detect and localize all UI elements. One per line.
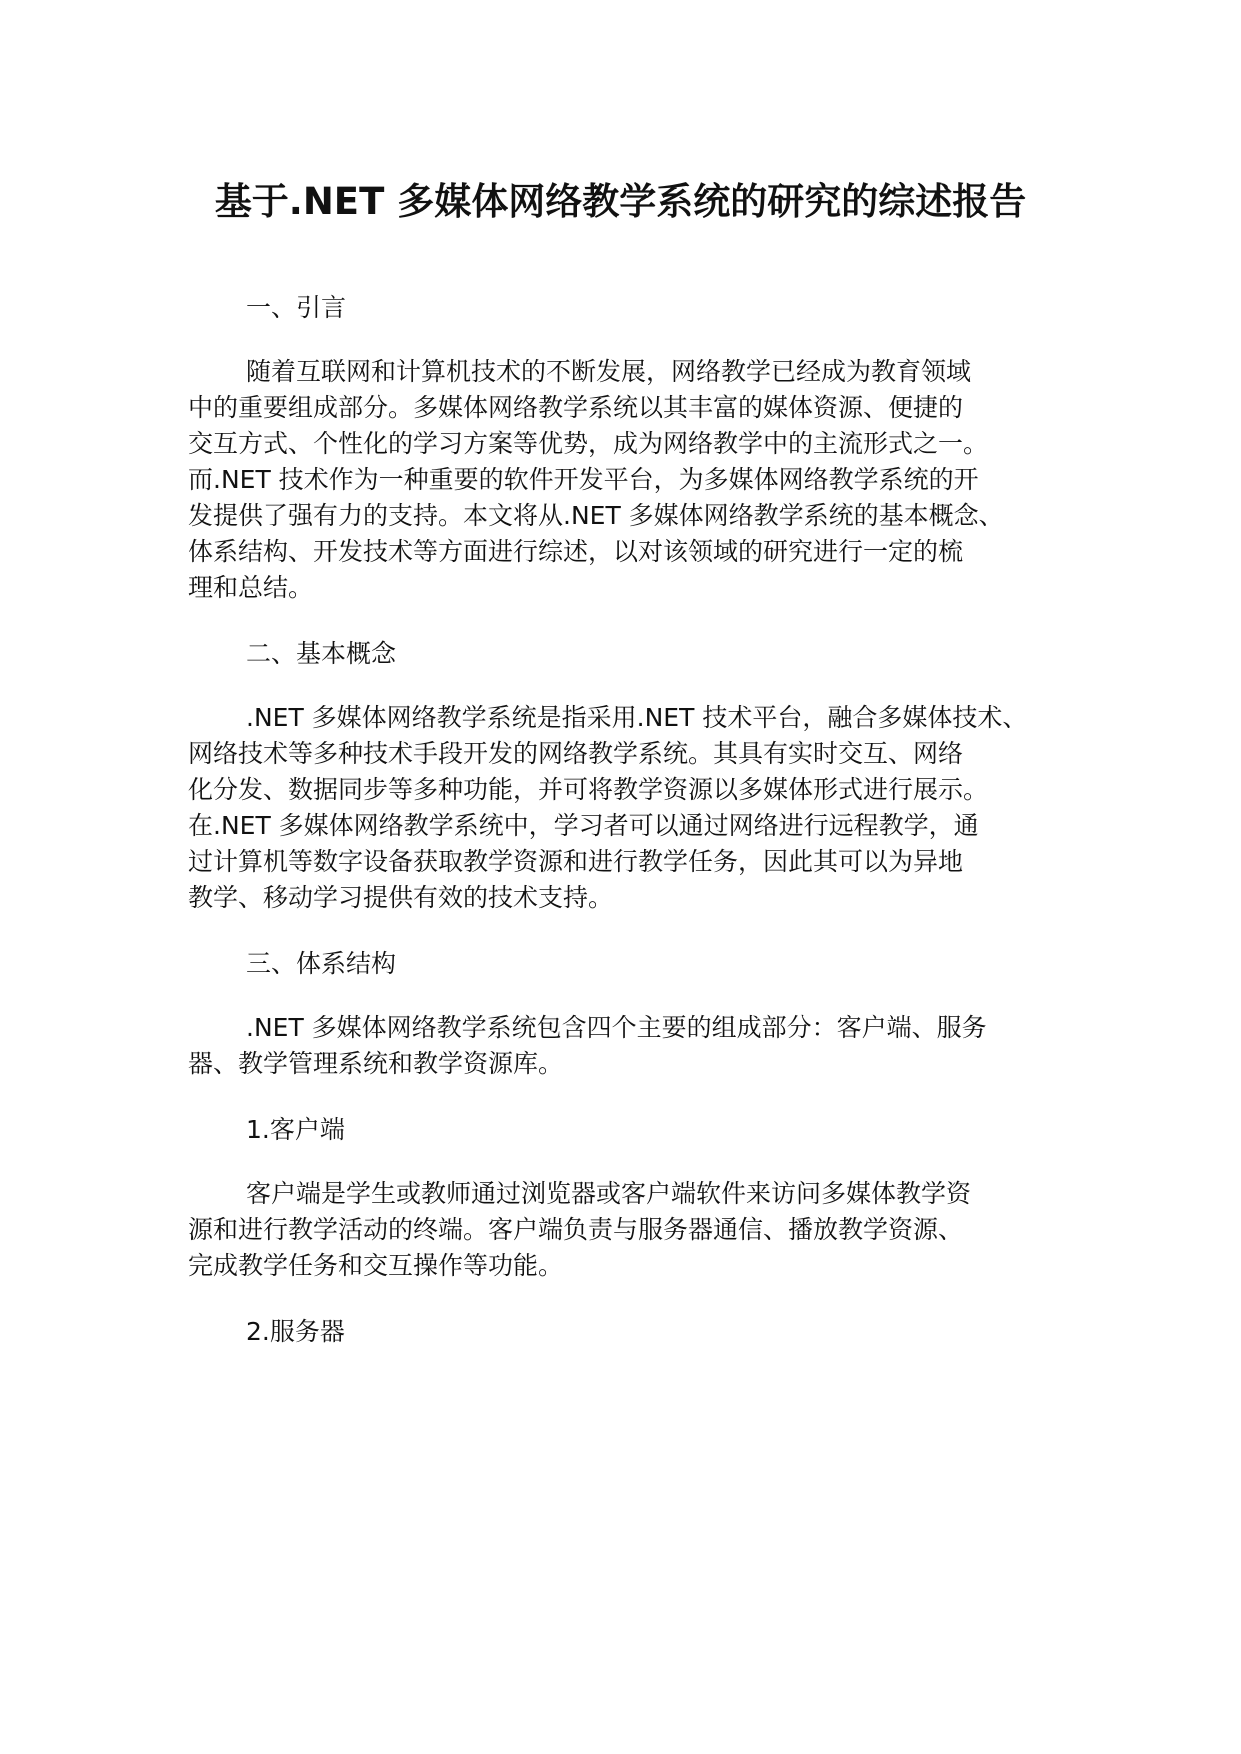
- paragraph-line: 化分发、数据同步等多种功能，并可将教学资源以多媒体形式进行展示。: [188, 775, 989, 804]
- paragraph-line: .NET 多媒体网络教学系统是指采用.NET 技术平台，融合多媒体技术、: [246, 703, 1028, 732]
- paragraph-line: 中的重要组成部分。多媒体网络教学系统以其丰富的媒体资源、便捷的: [188, 393, 964, 422]
- paragraph-line: 教学、移动学习提供有效的技术支持。: [188, 883, 614, 912]
- paragraph-line: 在.NET 多媒体网络教学系统中，学习者可以通过网络进行远程教学，通: [188, 811, 979, 840]
- paragraph-line: 而.NET 技术作为一种重要的软件开发平台，为多媒体网络教学系统的开: [188, 465, 979, 494]
- paragraph-line: 交互方式、个性化的学习方案等优势，成为网络教学中的主流形式之一。: [188, 429, 989, 458]
- paragraph-introduction: [188, 354, 1068, 606]
- paragraph-client: [188, 1176, 1068, 1284]
- subsection-heading-server: 2.服务器: [246, 1317, 345, 1346]
- paragraph-line: 完成教学任务和交互操作等功能。: [188, 1251, 564, 1280]
- document-title: 基于.NET 多媒体网络教学系统的研究的综述报告: [214, 180, 1027, 223]
- section-heading-introduction: 一、引言: [246, 293, 347, 322]
- paragraph-line: 随着互联网和计算机技术的不断发展，网络教学已经成为教育领域: [246, 357, 972, 386]
- document-body: [188, 290, 1068, 1378]
- subsection-heading-client: 1.客户端: [246, 1115, 345, 1144]
- paragraph-line: .NET 多媒体网络教学系统包含四个主要的组成部分：客户端、服务: [246, 1013, 987, 1042]
- paragraph-architecture: [188, 1010, 1068, 1082]
- paragraph-line: 网络技术等多种技术手段开发的网络教学系统。其具有实时交互、网络: [188, 739, 964, 768]
- paragraph-basic-concepts: [188, 700, 1068, 916]
- paragraph-line: 理和总结。: [188, 573, 314, 602]
- paragraph-line: 体系结构、开发技术等方面进行综述，以对该领域的研究进行一定的梳: [188, 537, 964, 566]
- paragraph-line: 客户端是学生或教师通过浏览器或客户端软件来访问多媒体教学资: [246, 1179, 972, 1208]
- paragraph-line: 过计算机等数字设备获取教学资源和进行教学任务，因此其可以为异地: [188, 847, 964, 876]
- section-heading-architecture: 三、体系结构: [246, 949, 397, 978]
- section-heading-basic-concepts: 二、基本概念: [246, 639, 397, 668]
- paragraph-line: 发提供了强有力的支持。本文将从.NET 多媒体网络教学系统的基本概念、: [188, 501, 1004, 530]
- paragraph-line: 器、教学管理系统和教学资源库。: [188, 1049, 564, 1078]
- paragraph-line: 源和进行教学活动的终端。客户端负责与服务器通信、播放教学资源、: [188, 1215, 964, 1244]
